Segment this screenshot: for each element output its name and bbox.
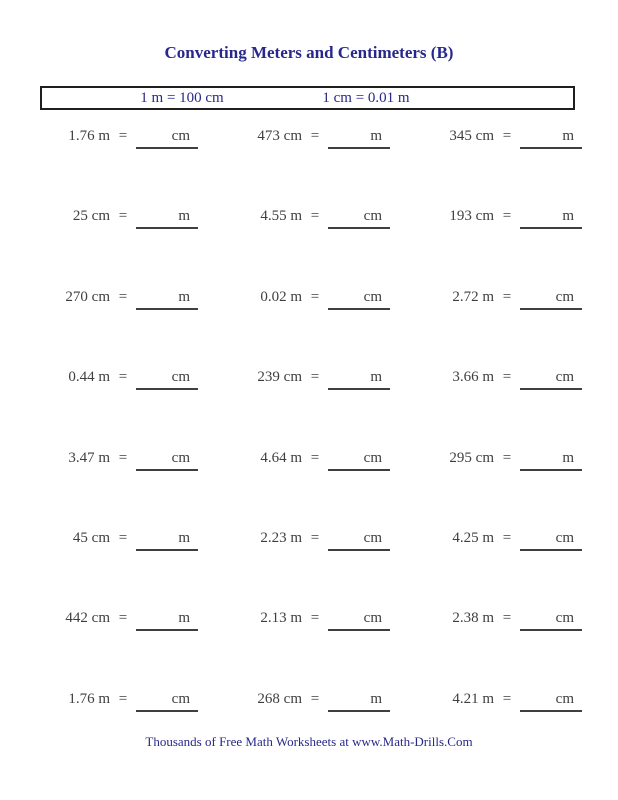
conversion-problem bbox=[426, 449, 618, 471]
answer-blank bbox=[520, 207, 582, 229]
given-value: 473 cm bbox=[257, 128, 302, 144]
equals-sign: = bbox=[502, 610, 512, 627]
answer-unit-label: m bbox=[178, 288, 190, 305]
answer-unit-label: cm bbox=[555, 288, 574, 305]
answer-unit-label: cm bbox=[363, 208, 382, 225]
footer-credit: Thousands of Free Math Worksheets at www.Math-Drills.Com bbox=[145, 734, 473, 749]
answer-blank bbox=[328, 207, 390, 229]
answer-unit-label: m bbox=[370, 690, 382, 707]
conversion-problem bbox=[234, 368, 426, 390]
answer-unit-label: m bbox=[562, 449, 574, 466]
given-value: 345 cm bbox=[449, 128, 494, 144]
given-value: 295 cm bbox=[449, 449, 494, 466]
answer-blank bbox=[136, 690, 198, 712]
answer-unit-label: cm bbox=[555, 690, 574, 707]
equals-sign: = bbox=[118, 690, 128, 707]
conversion-problem bbox=[42, 609, 234, 631]
given-value: 268 cm bbox=[257, 690, 302, 707]
equals-sign: = bbox=[118, 610, 128, 627]
answer-unit-label: m bbox=[370, 128, 382, 144]
problem-row bbox=[42, 368, 618, 448]
conversion-problem bbox=[234, 288, 426, 310]
problem-row bbox=[42, 288, 618, 368]
answer-blank bbox=[520, 690, 582, 712]
equals-sign: = bbox=[118, 529, 128, 546]
equals-sign: = bbox=[502, 208, 512, 225]
given-value: 25 cm bbox=[72, 208, 110, 225]
fact-centimeters-to-meters: 1 cm = 0.01 m bbox=[322, 90, 410, 106]
conversion-problem bbox=[234, 529, 426, 551]
equals-sign: = bbox=[118, 288, 128, 305]
equals-sign: = bbox=[310, 529, 320, 546]
answer-blank bbox=[520, 609, 582, 631]
answer-blank bbox=[520, 449, 582, 471]
equals-sign: = bbox=[118, 208, 128, 225]
conversion-problem bbox=[234, 609, 426, 631]
answer-unit-label: m bbox=[562, 128, 574, 144]
conversion-problem bbox=[42, 529, 234, 551]
answer-unit-label: m bbox=[370, 369, 382, 386]
conversion-problem bbox=[42, 288, 234, 310]
given-value: 2.72 m bbox=[452, 288, 494, 305]
answer-unit-label: cm bbox=[363, 288, 382, 305]
conversion-problem bbox=[426, 609, 618, 631]
conversion-problem bbox=[42, 690, 234, 712]
given-value: 4.21 m bbox=[452, 690, 494, 707]
given-value: 1.76 m bbox=[68, 690, 110, 707]
answer-unit-label: cm bbox=[171, 128, 190, 144]
answer-blank bbox=[520, 368, 582, 390]
answer-unit-label: cm bbox=[555, 610, 574, 627]
equals-sign: = bbox=[502, 449, 512, 466]
equals-sign: = bbox=[310, 128, 320, 144]
answer-unit-label: cm bbox=[363, 529, 382, 546]
conversion-problem bbox=[426, 207, 618, 229]
answer-unit-label: m bbox=[178, 610, 190, 627]
problem-row bbox=[42, 449, 618, 529]
problem-row bbox=[42, 529, 618, 609]
equals-sign: = bbox=[310, 369, 320, 386]
answer-blank bbox=[328, 449, 390, 471]
answer-blank bbox=[328, 609, 390, 631]
equals-sign: = bbox=[502, 690, 512, 707]
given-value: 239 cm bbox=[257, 369, 302, 386]
answer-blank bbox=[136, 207, 198, 229]
answer-blank bbox=[328, 529, 390, 551]
answer-unit-label: cm bbox=[171, 369, 190, 386]
answer-blank bbox=[136, 449, 198, 471]
equals-sign: = bbox=[502, 529, 512, 546]
equals-sign: = bbox=[310, 208, 320, 225]
equals-sign: = bbox=[502, 369, 512, 386]
conversion-problem bbox=[426, 690, 618, 712]
conversion-problem bbox=[42, 368, 234, 390]
answer-blank bbox=[136, 288, 198, 310]
conversion-problem bbox=[234, 207, 426, 229]
problem-row bbox=[42, 609, 618, 689]
answer-blank bbox=[328, 288, 390, 310]
given-value: 2.23 m bbox=[260, 529, 302, 546]
conversion-problem bbox=[426, 368, 618, 390]
equals-sign: = bbox=[118, 369, 128, 386]
answer-blank bbox=[136, 368, 198, 390]
conversion-problem bbox=[426, 529, 618, 551]
problem-row bbox=[42, 207, 618, 287]
equals-sign: = bbox=[310, 690, 320, 707]
equals-sign: = bbox=[118, 449, 128, 466]
conversion-problem bbox=[234, 690, 426, 712]
conversion-problem bbox=[234, 127, 426, 149]
conversion-problem bbox=[426, 127, 618, 149]
answer-unit-label: m bbox=[178, 529, 190, 546]
given-value: 4.25 m bbox=[452, 529, 494, 546]
answer-unit-label: m bbox=[562, 208, 574, 225]
answer-blank bbox=[328, 690, 390, 712]
conversion-problem bbox=[234, 449, 426, 471]
answer-blank bbox=[520, 288, 582, 310]
equals-sign: = bbox=[502, 288, 512, 305]
problem-row bbox=[42, 690, 618, 770]
given-value: 4.55 m bbox=[260, 208, 302, 225]
given-value: 45 cm bbox=[72, 529, 110, 546]
answer-blank bbox=[328, 127, 390, 149]
worksheet-title: Converting Meters and Centimeters (B) bbox=[164, 43, 454, 62]
answer-blank bbox=[520, 127, 582, 149]
answer-unit-label: cm bbox=[171, 449, 190, 466]
given-value: 193 cm bbox=[449, 208, 494, 225]
equals-sign: = bbox=[310, 610, 320, 627]
conversion-problem bbox=[42, 449, 234, 471]
equals-sign: = bbox=[502, 128, 512, 144]
answer-blank bbox=[136, 127, 198, 149]
given-value: 2.13 m bbox=[260, 610, 302, 627]
answer-blank bbox=[328, 368, 390, 390]
given-value: 4.64 m bbox=[260, 449, 302, 466]
answer-unit-label: cm bbox=[555, 369, 574, 386]
given-value: 0.02 m bbox=[260, 288, 302, 305]
given-value: 0.44 m bbox=[68, 369, 110, 386]
equals-sign: = bbox=[118, 128, 128, 144]
answer-blank bbox=[136, 609, 198, 631]
conversion-problem bbox=[42, 207, 234, 229]
answer-unit-label: cm bbox=[363, 610, 382, 627]
given-value: 2.38 m bbox=[452, 610, 494, 627]
given-value: 3.47 m bbox=[68, 449, 110, 466]
answer-unit-label: m bbox=[178, 208, 190, 225]
given-value: 3.66 m bbox=[452, 369, 494, 386]
equals-sign: = bbox=[310, 288, 320, 305]
equals-sign: = bbox=[310, 449, 320, 466]
answer-blank bbox=[136, 529, 198, 551]
answer-unit-label: cm bbox=[363, 449, 382, 466]
given-value: 442 cm bbox=[65, 610, 110, 627]
answer-unit-label: cm bbox=[555, 529, 574, 546]
answer-unit-label: cm bbox=[171, 690, 190, 707]
given-value: 1.76 m bbox=[68, 128, 110, 144]
problem-grid bbox=[42, 127, 618, 770]
given-value: 270 cm bbox=[65, 288, 110, 305]
answer-blank bbox=[520, 529, 582, 551]
fact-meters-to-centimeters: 1 m = 100 cm bbox=[140, 90, 224, 106]
conversion-problem bbox=[426, 288, 618, 310]
conversion-problem bbox=[42, 127, 234, 149]
problem-row bbox=[42, 127, 618, 207]
conversion-facts-box bbox=[40, 86, 575, 110]
